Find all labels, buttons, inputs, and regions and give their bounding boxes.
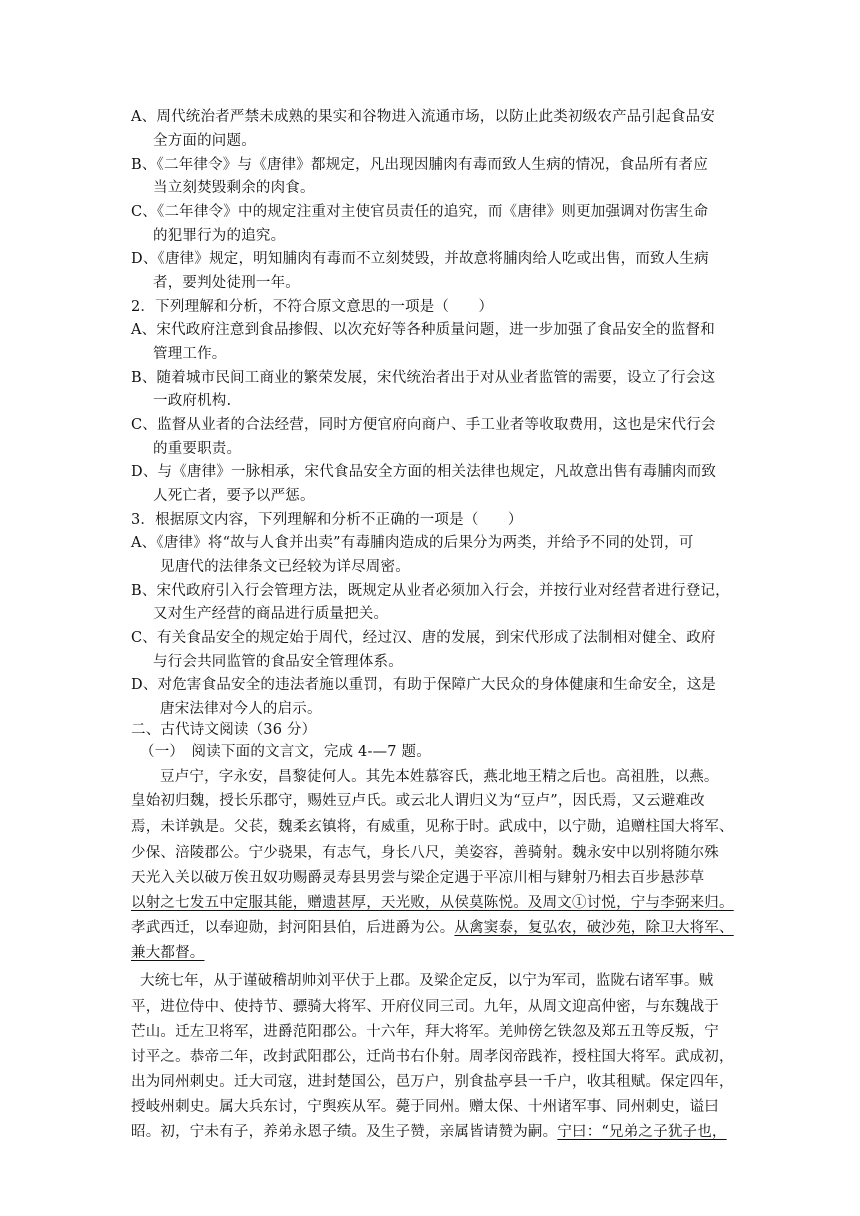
option-b-line-2: 当立刻焚毁剩余的肉食。 xyxy=(153,180,315,196)
question-3: 3．根据原文内容，下列理解和分析不正确的一项是（ ） xyxy=(131,512,523,528)
question-2: 2．下列理解和分析，不符合原文意思的一项是（ ） xyxy=(131,299,494,315)
q3-option-b-line-2: 又对生产经营的商品进行质量把关。 xyxy=(153,606,389,622)
q2-option-d-line-2: 人死亡者，要予以严惩。 xyxy=(153,488,315,504)
passage-line-6: 以射之七发五中定服其能，赠遗甚厚，天光败，从侯莫陈悦。及周文①讨悦，宁与李弼来归。 xyxy=(131,895,734,911)
passage-line-15 xyxy=(131,1122,727,1142)
passage-line-12: 讨平之。恭帝二年，改封武阳郡公，迁尚书右仆射。周孝闵帝践祚，授柱国大将军。武成初， xyxy=(131,1049,734,1065)
q3-option-c-line-2: 与行会共同监管的食品安全管理体系。 xyxy=(153,654,403,670)
option-a-line-2: 全方面的问题。 xyxy=(153,133,256,149)
passage-line-7-text: 孝武西迁，以奉迎勋，封河阳县伯，后进爵为公。 xyxy=(131,920,455,936)
passage-line-15-text: 昭。初，宁未有子，养弟永恩子绩。及生子赞，亲属皆请赞为嗣。 xyxy=(131,1124,558,1140)
q2-option-b-line-1: B、随着城市民间工商业的繁荣发展，宋代统治者出于对从业者监管的需要，设立了行会这 xyxy=(131,370,716,386)
q3-option-c-line-1: C、有关食品安全的规定始于周代，经过汉、唐的发展，到宋代形成了法制相对健全、政府 xyxy=(131,630,716,646)
passage-line-14: 授岐州刺史。属大兵东讨，宁舆疾从军。薨于同州。赠太保、十州诸军事、同州刺史，谥曰 xyxy=(131,1099,719,1115)
passage-line-13: 出为同州刺史。迁大司寇，进封楚国公，邑万户，别食盐亭县一千户，收其租赋。保定四年， xyxy=(131,1074,734,1090)
passage-line-3: 焉，未详孰是。父苌，魏柔玄镇将，有威重，见称于时。武成中，以宁勋，追赠柱国大将军、 xyxy=(131,819,734,835)
option-d-line-1: D、《唐律》规定，明知脯肉有毒而不立刻焚毁，并故意将脯肉给人吃或出售，而致人生病 xyxy=(131,251,709,267)
q3-option-a-line-1: A、《唐律》将“故与人食并出卖”有毒脯肉造成的后果分为两类，并给予不同的处罚，可 xyxy=(131,535,694,551)
passage-line-5: 天光入关以破万俟丑奴功赐爵灵寿县男尝与梁企定遇于平凉川相与肄射乃相去百步悬莎草 xyxy=(131,870,705,886)
passage-line-10: 平，进位侍中、使持节、骠骑大将军、开府仪同三司。九年，从周文迎高仲密，与东魏战于 xyxy=(131,999,719,1015)
q2-option-a-line-2: 管理工作。 xyxy=(153,346,227,362)
option-b-line-1: B、《二年律令》与《唐律》都规定，凡出现因脯肉有毒而致人生病的情况，食品所有者应 xyxy=(131,157,708,173)
q2-option-c-line-1: C、监督从业者的合法经营，同时方便官府向商户、手工业者等收取费用，这也是宋代行会 xyxy=(131,417,716,433)
subsection-heading: （一） 阅读下面的文言文，完成 4-—7 题。 xyxy=(140,744,431,760)
q3-option-b-line-1: B、宋代政府引入行会管理方法，既规定从业者必须加入行会，并按行业对经营者进行登记， xyxy=(131,583,730,599)
q2-option-a-line-1: A、宋代政府注意到食品掺假、以次充好等各种质量问题，进一步加强了食品安全的监督和 xyxy=(131,322,715,338)
option-c-line-1: C、《二年律令》中的规定注重对主使官员责任的追究，而《唐律》则更加强调对伤害生命 xyxy=(131,204,709,220)
option-d-line-2: 者，要判处徒刑一年。 xyxy=(153,275,300,291)
q2-option-b-line-2: 一政府机构. xyxy=(153,393,232,409)
passage-line-7-underlined: 从禽窦泰，复弘农，破沙苑，除卫大将军、 xyxy=(454,920,734,936)
passage-line-9: 大统七年，从于谨破稽胡帅刘平伏于上郡。及梁企定反，以宁为军司，监陇右诸军事。贼 xyxy=(140,973,714,989)
option-c-line-2: 的犯罪行为的追究。 xyxy=(153,228,286,244)
passage-line-1: 豆卢宁，字永安，昌黎徒何人。其先本姓慕容氏，燕北地王精之后也。高祖胜，以燕。 xyxy=(160,769,719,785)
passage-line-2: 皇始初归魏，授长乐郡守，赐姓豆卢氏。或云北人谓归义为“豆卢”，因氏焉，又云避难改 xyxy=(131,793,705,809)
passage-line-8: 兼大都督。 xyxy=(131,945,205,961)
q3-option-a-line-2: 见唐代的法律条文已经较为详尽周密。 xyxy=(160,559,410,575)
q3-option-d-line-1: D、对危害食品安全的违法者施以重罚，有助于保障广大民众的身体健康和生命安全，这是 xyxy=(131,677,717,693)
q3-option-d-line-2: 唐宋法律对今人的启示。 xyxy=(160,701,322,717)
q2-option-d-line-1: D、与《唐律》一脉相承，宋代食品安全方面的相关法律也规定，凡故意出售有毒脯肉而致 xyxy=(131,464,717,480)
passage-line-4: 少保、涪陵郡公。宁少骁果，有志气，身长八尺，美姿容，善骑射。魏永安中以别将随尔殊 xyxy=(131,845,719,861)
passage-line-7 xyxy=(131,918,734,938)
section-heading: 二、古代诗文阅读（36 分） xyxy=(131,722,317,738)
option-a-line-1: A、周代统治者严禁未成熟的果实和谷物进入流通市场，以防止此类初级农产品引起食品安 xyxy=(131,109,715,125)
q2-option-c-line-2: 的重要职责。 xyxy=(153,441,242,457)
passage-line-15-underlined: 宁曰：“兄弟之子犹子也， xyxy=(557,1124,727,1140)
passage-line-11: 芒山。迁左卫将军，进爵范阳郡公。十六年，拜大将军。羌帅傍乞铁忽及郑五丑等反叛，宁 xyxy=(131,1024,719,1040)
